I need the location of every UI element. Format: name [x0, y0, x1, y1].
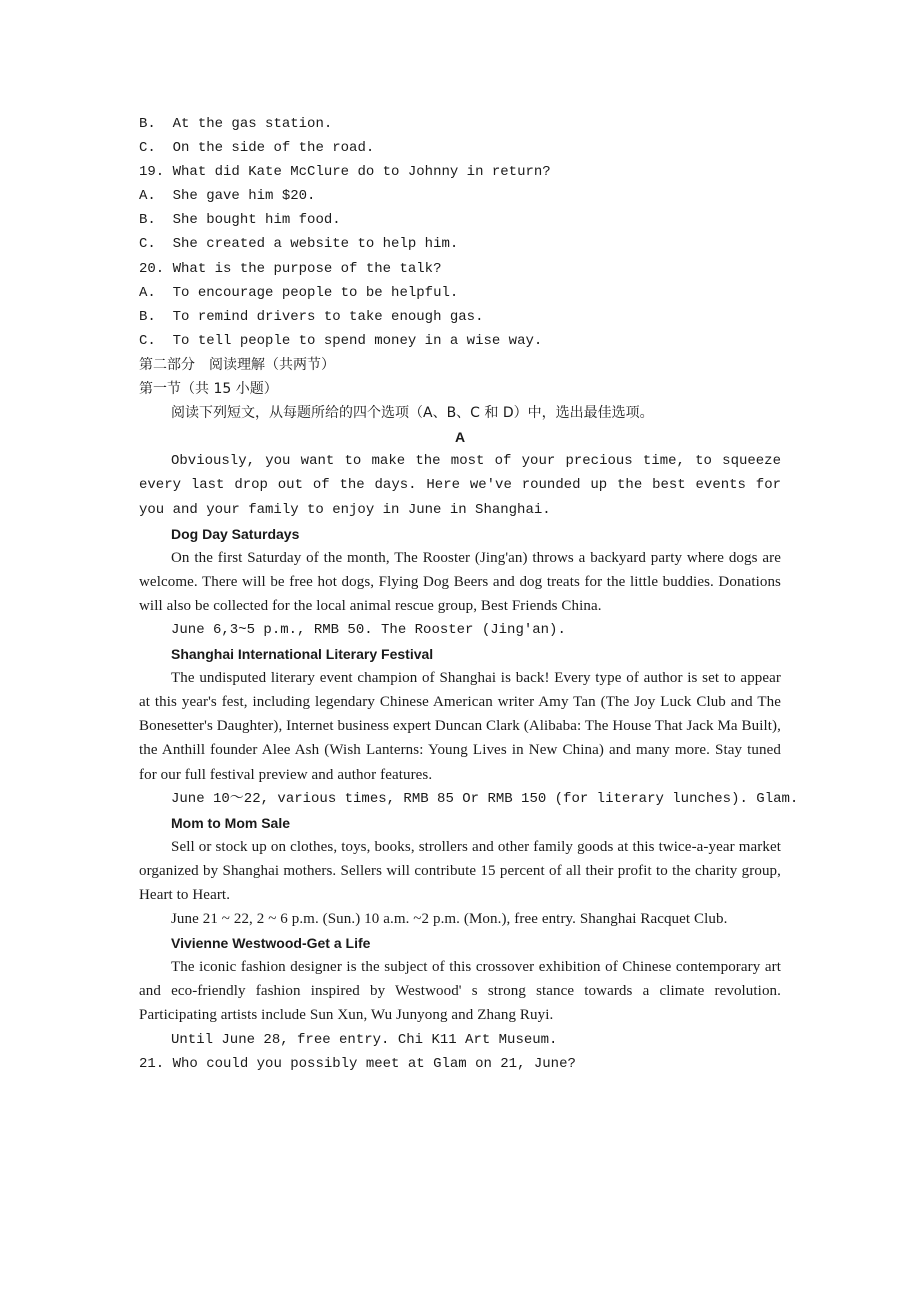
- event-body-westwood: The iconic fashion designer is the subject of this crossover exhibition of Chinese contemporary art and eco-friendly fashion inspired by Westwood' s strong stance towards a climate revolution. Participating artists include Sun Xun, Wu Junyong and Zhang Ruyi.: [139, 959, 781, 1024]
- q20-option-a: A. To encourage people to be helpful.: [139, 284, 459, 301]
- section1-title: 第一节（共 15 小题）: [139, 381, 278, 398]
- passage-intro: Obviously, you want to make the most of your precious time, to squeeze every last drop out of the days. Here we've rounded up the best events for you and your family to enjoy in June in Shanghai.: [139, 453, 781, 518]
- q20-option-b: B. To remind drivers to take enough gas.: [139, 308, 484, 325]
- event-details-literary-festival: June 10～22, various times, RMB 85 Or RMB 150 (for literary lunches). Glam.: [171, 790, 799, 807]
- q20-option-c: C. To tell people to spend money in a wise way.: [139, 332, 543, 349]
- q20-question: 20. What is the purpose of the talk?: [139, 260, 442, 277]
- event-title-literary-festival: Shanghai International Literary Festival: [171, 646, 434, 663]
- q18-option-b: B. At the gas station.: [139, 116, 333, 132]
- event-title-mom-to-mom: Mom to Mom Sale: [171, 814, 291, 831]
- event-title-westwood: Vivienne Westwood-Get a Life: [171, 935, 371, 952]
- q18-option-c: C. On the side of the road.: [139, 140, 375, 157]
- part2-title: 第二部分 阅读理解（共两节）: [139, 356, 335, 373]
- event-details-mom-to-mom: June 21 ~ 22, 2 ~ 6 p.m. (Sun.) 10 a.m. ~2 p.m. (Mon.), free entry. Shanghai Racquet Club.: [171, 911, 728, 928]
- event-details-dog-day: June 6,3~5 p.m., RMB 50. The Rooster (Jing'an).: [171, 621, 566, 638]
- q19-option-b: B. She bought him food.: [139, 212, 341, 229]
- event-body-dog-day: On the first Saturday of the month, The Rooster (Jing'an) throws a backyard party where dogs are welcome. There will be free hot dogs, Flying Dog Beers and dog treats for the little buddies. Donations will also be collected for the local animal rescue group, Best Friends China.: [139, 549, 781, 614]
- q21-question: 21. Who could you possibly meet at Glam on 21, June?: [139, 1055, 576, 1072]
- event-body-mom-to-mom: Sell or stock up on clothes, toys, books, strollers and other family goods at this twice-a-year market organized by Shanghai mothers. Sellers will contribute 15 percent of all their profit to the charity group, Heart to Heart.: [139, 838, 781, 903]
- q19-option-c: C. She created a website to help him.: [139, 236, 459, 253]
- event-details-westwood: Until June 28, free entry. Chi K11 Art Museum.: [171, 1031, 558, 1048]
- passage-label: A: [454, 429, 466, 446]
- reading-instruction: 阅读下列短文，从每题所给的四个选项（A、B、C 和 D）中，选出最佳选项。: [171, 405, 654, 422]
- event-title-dog-day: Dog Day Saturdays: [171, 525, 300, 542]
- q19-option-a: A. She gave him $20.: [139, 188, 316, 205]
- event-body-literary-festival: The undisputed literary event champion of Shanghai is back! Every type of author is set to appear at this year's fest, including legendary Chinese American writer Amy Tan (The Joy Luck Club and The Bonesetter's Daughter), Internet business expert Duncan Clark (Alibaba: The House That Jack Ma Built), the Anthill founder Alee Ash (Wish Lanterns: Young Lives in New China) and many more. Stay tuned for our full festival preview and author features.: [139, 670, 781, 783]
- exam-page: [139, 112, 799, 1076]
- q19-question: 19. What did Kate McClure do to Johnny in return?: [139, 164, 551, 181]
